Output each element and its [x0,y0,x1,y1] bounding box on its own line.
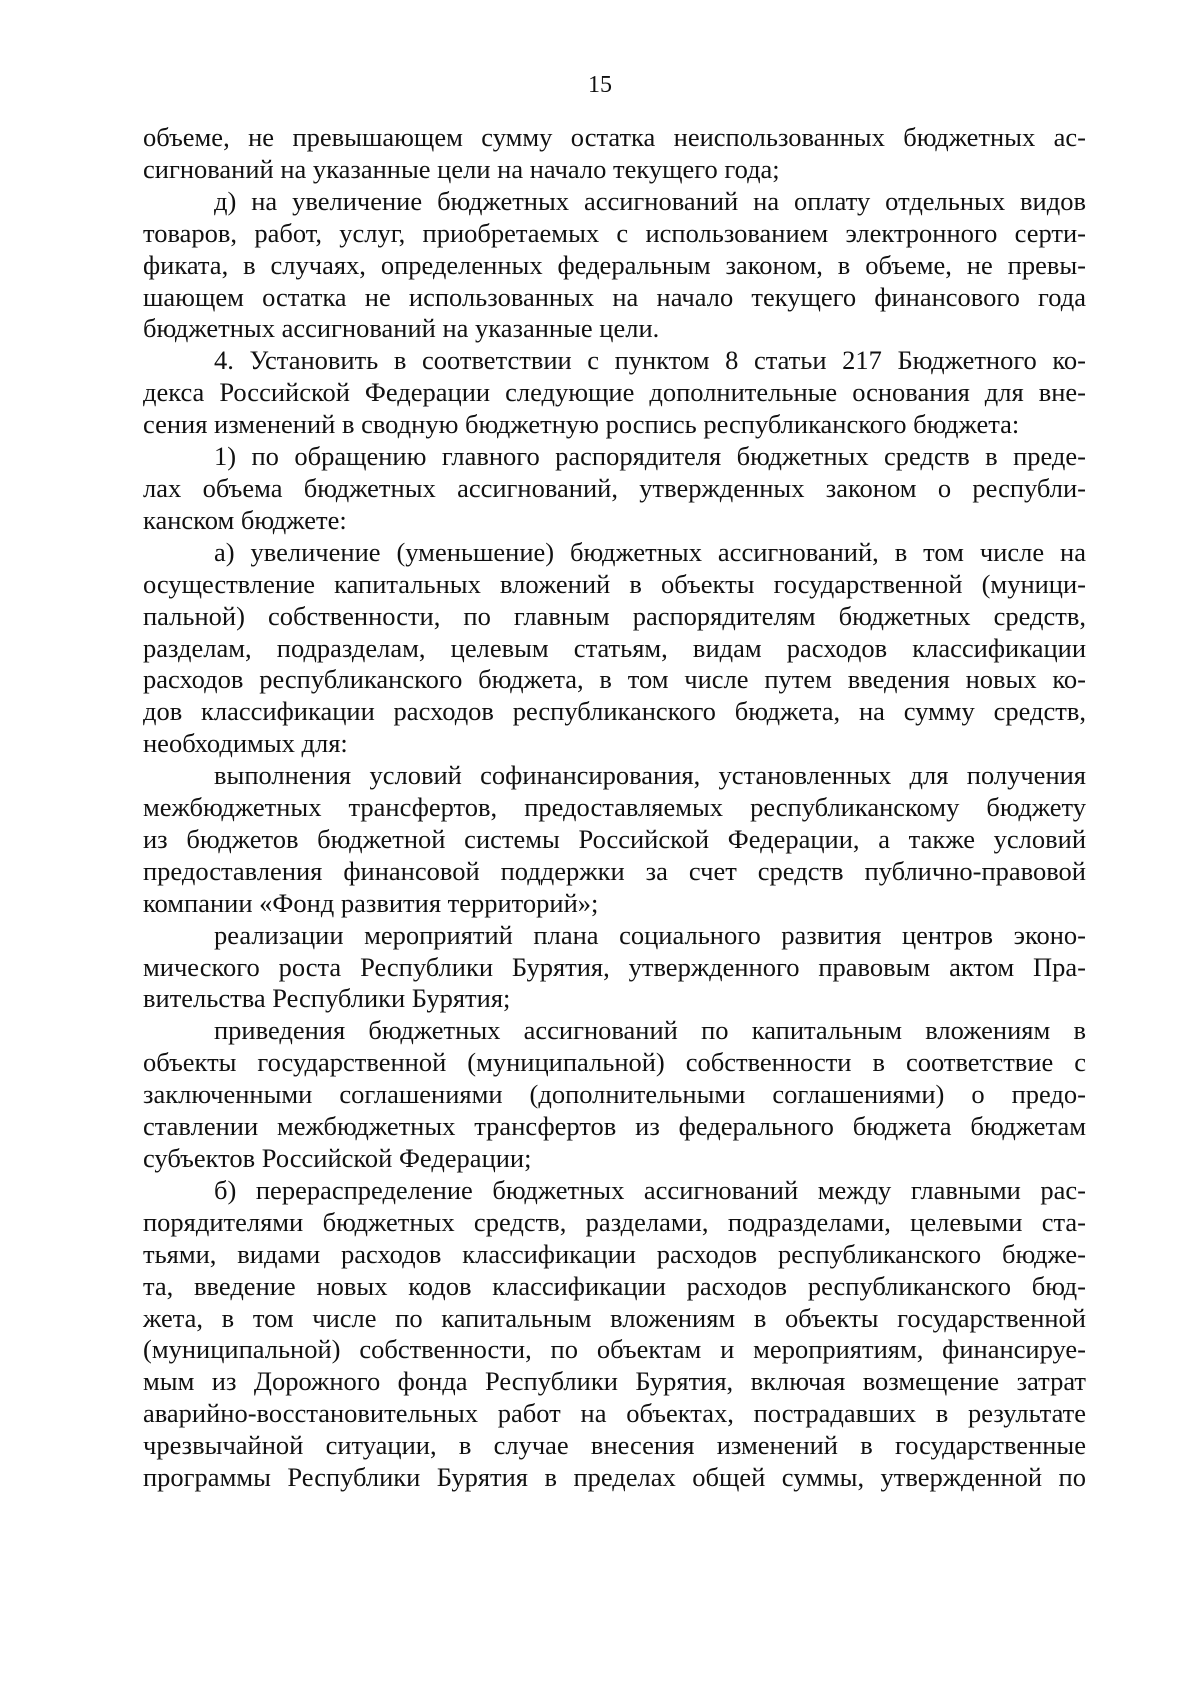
text-line: приведения бюджетных ассигнований по капитальным вложениям в [214,1015,1086,1046]
text-line: необходимых для: [143,728,348,759]
paragraph-growth-centers [143,920,1086,1016]
text-line: программы Республики Бурятия в пределах общей суммы, утвержденной по [143,1462,1086,1493]
text-line: осуществление капитальных вложений в объекты государственной (муници- [143,568,1086,599]
text-line: (муниципальной) собственности, по объектам и мероприятиям, финансируе- [143,1334,1086,1365]
document-body [143,122,1086,1494]
text-line: сения изменений в сводную бюджетную роспись республиканского бюджета: [143,409,1020,440]
paragraph-item-b [143,1175,1086,1494]
text-line: б) перераспределение бюджетных ассигнований между главными рас- [214,1174,1086,1205]
text-line: объекты государственной (муниципальной) собственности в соответствие с [143,1047,1086,1078]
text-line: декса Российской Федерации следующие дополнительные основания для вне- [143,377,1086,408]
text-line: фиката, в случаях, определенных федеральным законом, в объеме, не превы- [143,249,1086,280]
page-number: 15 [588,72,612,98]
text-line: ставлении межбюджетных трансфертов из федерального бюджета бюджетам [143,1111,1086,1142]
text-line: мического роста Республики Бурятия, утвержденного правовым актом Пра- [143,951,1086,982]
text-line: вительства Республики Бурятия; [143,983,511,1014]
text-line: 4. Установить в соответствии с пунктом 8 статьи 217 Бюджетного ко- [214,345,1086,376]
text-line: а) увеличение (уменьшение) бюджетных ассигнований, в том числе на [214,536,1086,567]
text-line: выполнения условий софинансирования, установленных для получения [214,760,1086,791]
text-line: заключенными соглашениями (дополнительными соглашениями) о предо- [143,1079,1086,1110]
text-line: объеме, не превышающем сумму остатка неиспользованных бюджетных ас- [143,122,1086,152]
text-line: тьями, видами расходов классификации расходов республиканского бюдже- [143,1238,1086,1269]
paragraph-continued-amount [143,122,1086,186]
paragraph-capital-investments [143,1015,1086,1175]
text-line: межбюджетных трансфертов, предоставляемых республиканскому бюджету [143,792,1086,823]
text-line: 1) по обращению главного распорядителя бюджетных средств в преде- [214,441,1086,472]
text-line: пальной) собственности, по главным распорядителям бюджетных средств, [143,600,1086,631]
text-line: канском бюджете: [143,504,347,535]
paragraph-cofinancing [143,760,1086,920]
paragraph-section-4 [143,345,1086,441]
text-line: субъектов Российской Федерации; [143,1143,532,1173]
text-line: из бюджетов бюджетной системы Российской Федерации, а также условий [143,823,1086,854]
text-line: компании «Фонд развития территорий»; [143,887,599,918]
text-line: аварийно-восстановительных работ на объектах, пострадавших в результате [143,1398,1086,1429]
text-line: бюджетных ассигнований на указанные цели. [143,313,660,344]
text-line: дов классификации расходов республиканского бюджета, на сумму средств, [143,696,1086,727]
text-line: лах объема бюджетных ассигнований, утвержденных законом о республи- [143,472,1086,503]
paragraph-item-d [143,186,1086,346]
text-line: разделам, подразделам, целевым статьям, видам расходов классификации [143,632,1086,663]
text-line: д) на увеличение бюджетных ассигнований на оплату отдельных видов [214,185,1086,216]
text-line: чрезвычайной ситуации, в случае внесения изменений в государственные [143,1430,1086,1461]
text-line: расходов республиканского бюджета, в том числе путем введения новых ко- [143,664,1086,695]
paragraph-item-1 [143,441,1086,537]
text-line: шающем остатка не использованных на начало текущего финансового года [143,281,1086,312]
text-line: предоставления финансовой поддержки за счет средств публично-правовой [143,855,1086,886]
paragraph-item-a [143,537,1086,760]
text-line: мым из Дорожного фонда Республики Бурятия, включая возмещение затрат [143,1366,1086,1397]
text-line: реализации мероприятий плана социального развития центров эконо- [214,919,1086,950]
text-line: товаров, работ, услуг, приобретаемых с использованием электронного серти- [143,217,1086,248]
text-line: сигнований на указанные цели на начало текущего года; [143,153,780,184]
text-line: та, введение новых кодов классификации расходов республиканского бюд- [143,1270,1086,1301]
text-line: жета, в том числе по капитальным вложениям в объекты государственной [143,1302,1086,1333]
text-line: порядителями бюджетных средств, разделами, подразделами, целевыми ста- [143,1206,1086,1237]
